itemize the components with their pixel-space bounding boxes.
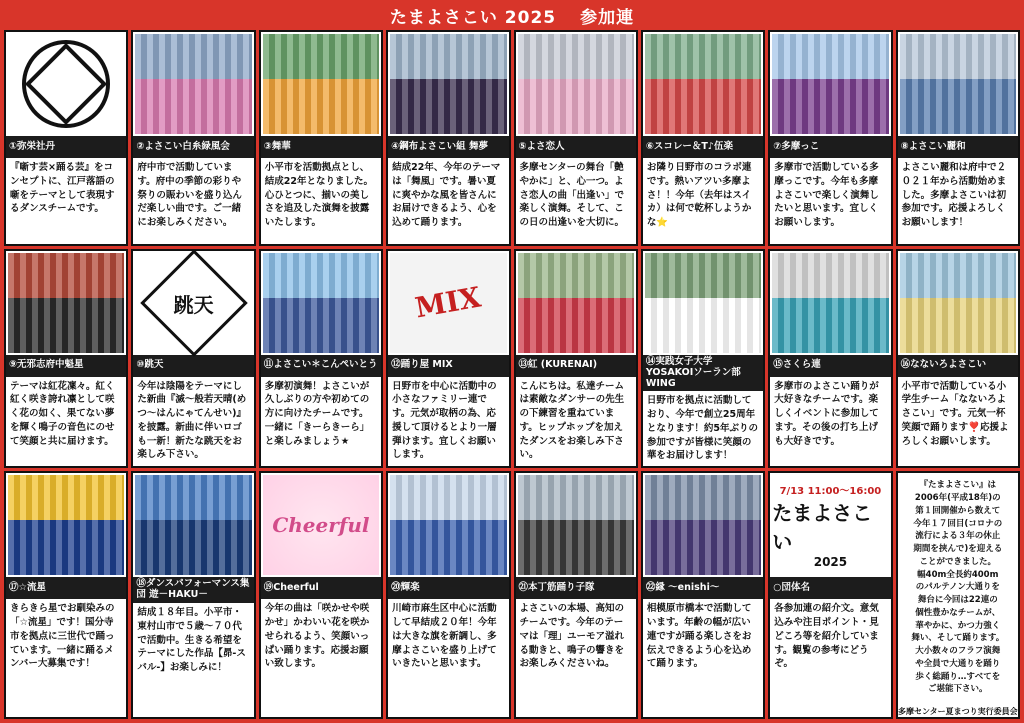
team-description: 日野市を中心に活動中の小さなファミリー連です。元気が取柄の為、応援して頂けるとより一層弾けます。宜しくお願いします。 bbox=[392, 380, 497, 461]
team-logo-text: MIX bbox=[413, 280, 484, 325]
team-description: 小平市を活動拠点とし、結成22年となりました。心ひとつに、揃いの美しさを追及した演舞を披露いたします。 bbox=[264, 162, 373, 229]
team-description: 多摩初演舞！よさこいが久しぶりの方や初めての方に向けたチームです。一緒に「きーらきーら」と楽しみましょう★ bbox=[264, 380, 370, 447]
team-name: ⑥スコレー＆T♪伍楽 bbox=[643, 136, 763, 158]
team-photo bbox=[8, 34, 124, 134]
team-photo bbox=[518, 34, 634, 134]
team-photo bbox=[518, 253, 634, 353]
team-description: 今年は陰陽をテーマにした新曲『滅〜般若天晴(めつ〜はんにゃてんせい)』を披露。新曲に伴いロゴも一新！新たな跳天をお楽しみ下さい。 bbox=[137, 380, 247, 461]
team-photo bbox=[900, 253, 1016, 353]
team-photo bbox=[263, 253, 379, 353]
team-photo bbox=[390, 34, 506, 134]
team-grid bbox=[4, 30, 1020, 719]
team-name: ⑦多摩っこ bbox=[770, 136, 890, 158]
team-description: 各参加連の紹介文。意気込みや注目ポイント・見どころ等を紹介しています。観覧の参考にどうぞ。 bbox=[774, 603, 879, 670]
team-description: 多摩市で活動している多摩っこです。今年も多摩よさこいで楽しく演舞したいと思います。宜しくお願いします。 bbox=[774, 162, 879, 229]
team-name: ⑧よさこい麗和 bbox=[898, 136, 1018, 158]
team-photo bbox=[772, 34, 888, 134]
event-info-text: 『たまよさこい』は 2006年(平成18年)の 第１回開催から数えて 今年１７回目(コロナの 流行による３年の休止 期間を挟んで)を迎える ことができました。 幅40m全長約400m のパルテノン大通りを 舞台に今回は22連の 個性豊かなチームが、 華やかに、かつ力強く 舞い、そして踊ります。 大小数々のフラフ演舞 や全員で大通りを踊り 歩く総踊り…すべてを ご堪能下さい。 bbox=[911, 480, 1005, 695]
team-card bbox=[896, 249, 1020, 469]
team-name: ⑰☆流星 bbox=[6, 577, 126, 599]
team-description: よさこい麗和は府中で２０２１年から活動始めました。多摩よさこいは初参加です。応援よろしくお願いします！ bbox=[901, 162, 1007, 229]
team-photo bbox=[263, 475, 379, 575]
team-card bbox=[641, 249, 765, 469]
team-photo bbox=[8, 253, 124, 353]
team-description: きらきら星でお馴染みの「☆流星」です！国分寺市を拠点に三世代で踊っています。一緒に踊るメンバー大募集です！ bbox=[10, 603, 115, 670]
team-logo-text: 跳天 bbox=[173, 292, 214, 317]
team-photo bbox=[645, 253, 761, 353]
team-photo bbox=[645, 475, 761, 575]
team-name: ③舞華 bbox=[261, 136, 381, 158]
team-photo bbox=[135, 475, 251, 575]
team-card bbox=[514, 471, 638, 719]
team-name: ⑳輝楽 bbox=[388, 577, 508, 599]
team-photo bbox=[135, 34, 251, 134]
team-card bbox=[386, 249, 510, 469]
team-logo-icon bbox=[140, 249, 247, 356]
crest-logo-icon bbox=[22, 40, 110, 128]
team-name: ⑩跳天 bbox=[133, 355, 253, 377]
team-description: 結成22年、今年のテーマは「舞風」です。暑い夏に爽やかな風を皆さんにお届けできるよう、心を込めて踊ります。 bbox=[392, 162, 501, 229]
team-card bbox=[896, 30, 1020, 246]
team-name: ⑮さくら連 bbox=[770, 355, 890, 377]
team-card bbox=[259, 249, 383, 469]
team-photo bbox=[390, 475, 506, 575]
team-description: 小平市で活動している小学生チーム「なないろよさこい」です。元気一杯笑顔で踊ります❣️応援よろしくお願いします。 bbox=[901, 380, 1009, 447]
team-name: ⑪よさこい＊こんぺいとう bbox=[261, 355, 381, 377]
team-name: ②よさこい白糸緑風会 bbox=[133, 136, 253, 158]
event-logo-year: 2025 bbox=[813, 554, 848, 569]
team-card bbox=[514, 30, 638, 246]
team-card bbox=[768, 30, 892, 246]
team-logo-text: Cheerful bbox=[272, 513, 370, 538]
team-card bbox=[641, 30, 765, 246]
team-photo bbox=[390, 253, 506, 353]
team-name: ⑨无邪志府中魁星 bbox=[6, 355, 126, 377]
team-description: 『噺す芸×踊る芸』をコンセプトに、江戸落語の噺をテーマとして表現するダンスチームです。 bbox=[10, 162, 115, 215]
team-description: お隣り日野市のコラボ連です。熱いアツい多摩よさ！！今年（去年はスイカ）は何で乾杯しようかな⭐ bbox=[646, 162, 752, 229]
team-card bbox=[4, 471, 128, 719]
team-name: ④鋼布よさこい組 舞夢 bbox=[388, 136, 508, 158]
event-logo-title: たまよさこい bbox=[772, 500, 873, 554]
team-description: テーマは紅花凜々。紅く紅く咲き誇れ凛として咲く花の如く、果てない夢を輝く鳴子の音色にのせて笑顔と共に届けます。 bbox=[10, 380, 115, 447]
team-card bbox=[768, 249, 892, 469]
team-description: 府中市で活動しています。府中の季節の彩りや祭りの賑わいを盛り込んだ楽しい曲です。ご一緒にお楽しみください。 bbox=[137, 162, 242, 229]
team-card bbox=[641, 471, 765, 719]
page-header bbox=[0, 0, 1024, 30]
team-photo bbox=[135, 253, 251, 353]
team-card bbox=[259, 30, 383, 246]
team-card bbox=[514, 249, 638, 469]
team-name: ⑲Cheerful bbox=[261, 577, 381, 599]
team-photo bbox=[263, 34, 379, 134]
organizer-name: 多摩センター夏まつり実行委員会 bbox=[897, 707, 1018, 716]
team-name: ⑫踊り屋 MIX bbox=[388, 355, 508, 377]
page-title: たまよさこい 2025 bbox=[389, 7, 557, 28]
team-photo bbox=[518, 475, 634, 575]
team-photo bbox=[900, 34, 1016, 134]
team-card bbox=[4, 30, 128, 246]
team-description: 今年の曲は「咲かせや咲かせ」かわいい花を咲かせられるよう、笑顔いっぱい踊ります。応援お願い致します。 bbox=[264, 603, 370, 670]
team-description: 川崎市麻生区中心に活動して早結成２０年！今年は大きな旗を新調し、多摩よさこいを盛り上げていきたいと思います。 bbox=[392, 603, 497, 670]
team-description: 日野市を拠点に活動しており、今年で創立25周年となります！約5年ぶりの参加ですが皆様に笑顔の華をお届けします！ bbox=[646, 395, 758, 462]
team-description: 結成１８年目。小平市・東村山市で５歳〜７０代で活動中。生きる希望をテーマにした作品【昴-スバル-】お楽しみに！ bbox=[137, 607, 246, 674]
team-photo bbox=[645, 34, 761, 134]
team-description: よさこいの本場、高知のチームです。今年のテーマは「理」ユーモア溢れる動きと、鳴子の響きをお楽しみくださいね。 bbox=[519, 603, 625, 670]
team-card bbox=[131, 249, 255, 469]
team-card bbox=[386, 30, 510, 246]
team-name: ⑯なないろよさこい bbox=[898, 355, 1018, 377]
team-card bbox=[131, 471, 255, 719]
team-description: 多摩市のよさこい踊りが大好きなチームです。楽しくイベントに参加してます。その後の打ち上げも大好きです。 bbox=[774, 380, 879, 447]
team-photo bbox=[8, 475, 124, 575]
team-description: 相模原市橋本で活動しています。年齢の幅が広い連ですが踊る楽しさをお伝えできるよう心を込めて踊ります。 bbox=[646, 603, 752, 670]
event-info-card bbox=[896, 471, 1020, 719]
page-subtitle: 参加連 bbox=[580, 7, 635, 28]
team-name: ⑱ダンスパフォーマンス集団 遊－HAKU－ bbox=[133, 577, 253, 603]
team-card bbox=[259, 471, 383, 719]
team-card bbox=[386, 471, 510, 719]
team-card bbox=[768, 471, 892, 719]
team-description: 多摩センターの舞台「艶やかに」と、心一つ。よさ恋人の曲「出逢い」で楽しく演舞。そして、この日の出逢いを大切に。 bbox=[519, 162, 625, 229]
team-name: ⑬紅 (KURENAI) bbox=[516, 355, 636, 377]
team-card bbox=[131, 30, 255, 246]
team-card bbox=[4, 249, 128, 469]
team-name: ㉒縁 〜enishi〜 bbox=[643, 577, 763, 599]
event-date: 7/13 11:00〜16:00 bbox=[779, 485, 882, 497]
team-name: ○団体名 bbox=[770, 577, 890, 599]
team-photo bbox=[772, 253, 888, 353]
team-photo bbox=[772, 475, 888, 575]
team-name: ⑭実践女子大学 YOSAKOIソーラン部 WING bbox=[643, 355, 763, 392]
team-name: ①弥栄社丹 bbox=[6, 136, 126, 158]
team-description: こんにちは。私達チームは素敵なダンサーの先生の下練習を重ねています。ヒップホップを加えたダンスをお楽しみ下さい。 bbox=[519, 380, 625, 461]
team-name: ㉑本丁筋踊り子隊 bbox=[516, 577, 636, 599]
team-name: ⑤よさ恋人 bbox=[516, 136, 636, 158]
